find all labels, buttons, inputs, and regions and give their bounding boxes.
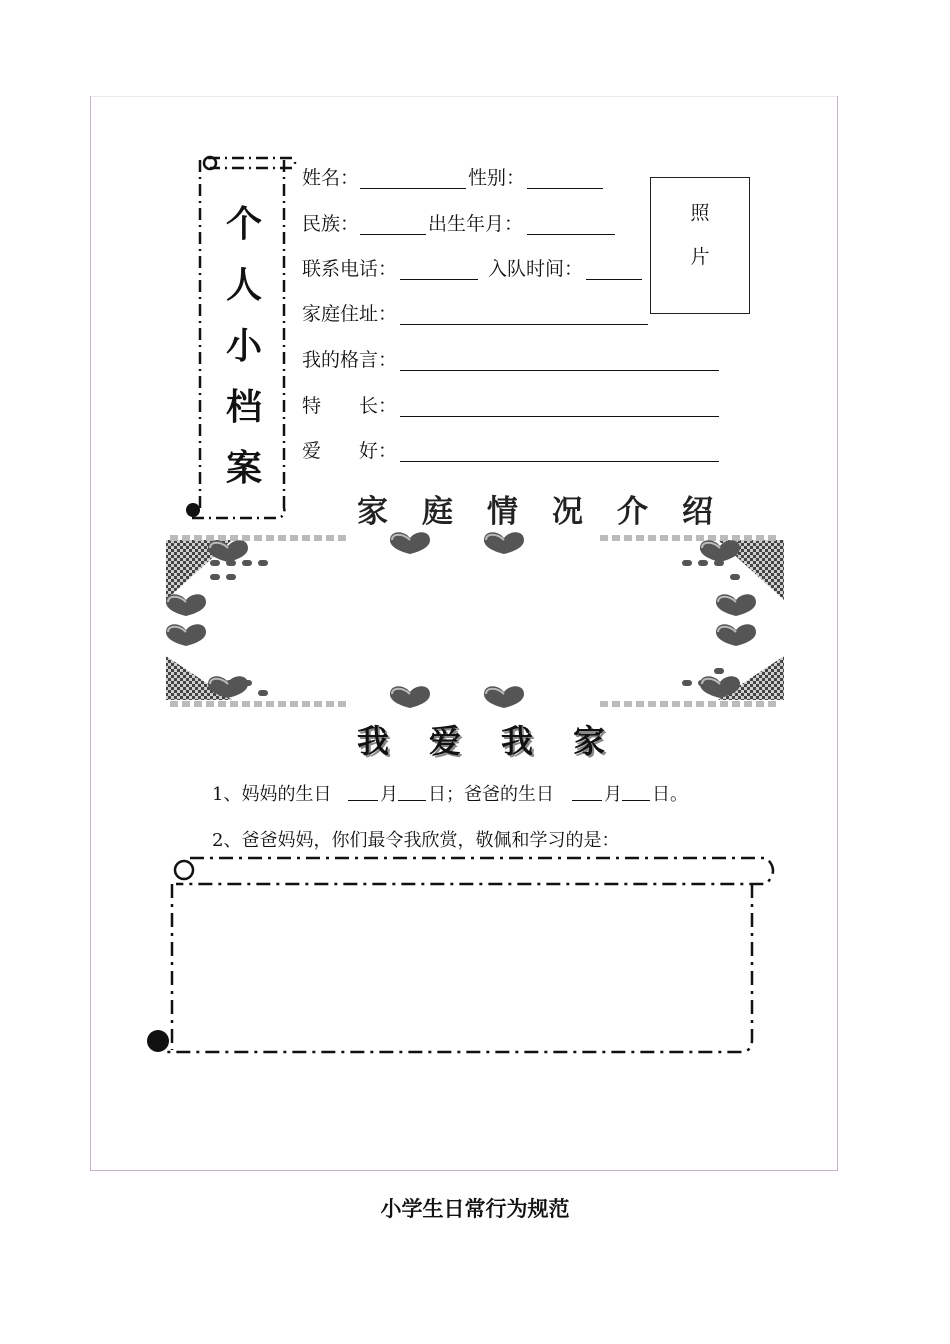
q2-text: 2、爸爸妈妈，你们最令我欣赏，敬佩和学习的是： — [212, 830, 620, 851]
birth-label: 出生年月： — [428, 213, 524, 235]
title-char: 人 — [225, 264, 262, 306]
skill-blank[interactable] — [400, 416, 719, 417]
title-char: 档 — [225, 386, 262, 428]
join-label: 入队时间： — [488, 258, 584, 280]
join-blank[interactable] — [586, 279, 642, 280]
title-char: 个 — [225, 203, 262, 245]
hobby-blank[interactable] — [400, 461, 719, 462]
hobby-label: 爱 好： — [302, 440, 398, 462]
q1-month2: 月 — [604, 784, 622, 805]
footer-title: 小学生日常行为规范 — [380, 1197, 570, 1221]
photo-label-char: 片 — [690, 246, 710, 268]
ethnicity-blank[interactable] — [360, 234, 426, 235]
name-blank[interactable] — [360, 188, 466, 189]
gender-label: 性别： — [468, 167, 526, 189]
dad-day-blank[interactable] — [622, 800, 650, 801]
mom-month-blank[interactable] — [348, 800, 378, 801]
love-heading: 我爱我家 — [357, 722, 646, 760]
q1-prefix: 1、妈妈的生日 — [212, 784, 332, 805]
answer-area[interactable] — [176, 888, 748, 1048]
name-label: 姓名： — [302, 167, 360, 189]
photo-label-char: 照 — [690, 202, 710, 224]
birth-blank[interactable] — [527, 234, 615, 235]
motto-blank[interactable] — [400, 370, 719, 371]
skill-label: 特 长： — [302, 395, 398, 417]
q1-day: 日；爸爸的生日 — [428, 784, 554, 805]
profile-vertical-title — [214, 194, 274, 499]
family-heading: 家庭情况介绍 — [357, 494, 747, 530]
ethnicity-label: 民族： — [302, 213, 360, 235]
heart-frame — [166, 532, 784, 708]
motto-label: 我的格言： — [302, 349, 398, 371]
address-blank[interactable] — [400, 324, 648, 325]
address-label: 家庭住址： — [302, 303, 398, 325]
mom-day-blank[interactable] — [398, 800, 426, 801]
title-char: 案 — [225, 447, 262, 489]
phone-blank[interactable] — [400, 279, 478, 280]
q1-month: 月 — [380, 784, 398, 805]
title-char: 小 — [225, 325, 262, 367]
gender-blank[interactable] — [527, 188, 603, 189]
phone-label: 联系电话： — [302, 258, 398, 280]
q1-day2: 日。 — [652, 784, 688, 805]
photo-box[interactable] — [650, 177, 750, 314]
dad-month-blank[interactable] — [572, 800, 602, 801]
